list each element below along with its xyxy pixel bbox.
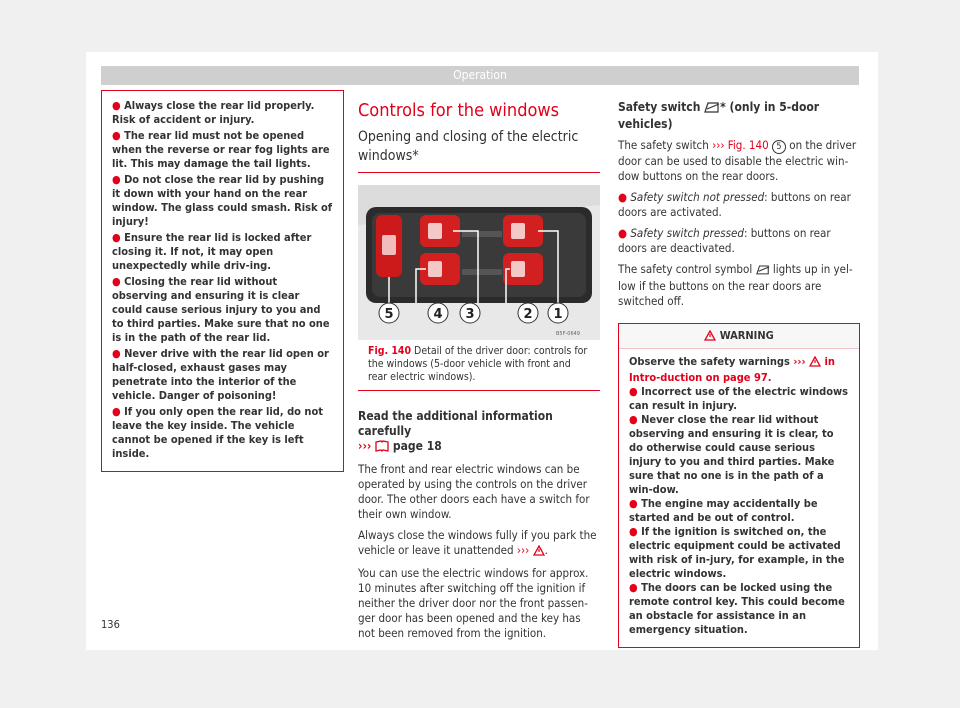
- warning-text: The rear lid must not be opened when the reverse or rear fog lights are lit. This may damage the tail lights.: [112, 129, 330, 170]
- warning-item: ● Never close the rear lid without observing and ensuring it is clear, to do otherwise could cause serious injury to you and third parties. Make sure that no one is in the path of a win-dow.: [629, 413, 835, 496]
- warning-triangle-icon: [704, 326, 716, 350]
- warning-item: ● Ensure the rear lid is locked after closing it. If not, it may open unexpectedly while driv-ing.: [112, 231, 312, 272]
- warning-text: If the ignition is switched on, the electric equipment could be activated with risk of in-jury, for example, in the electric windows.: [629, 525, 845, 580]
- figure-code: B5F-0649: [555, 331, 580, 337]
- window-controls-figure: [358, 185, 600, 340]
- warning-text: Never close the rear lid without observing and ensuring it is clear, to do otherwise could cause serious injury to you and third parties. Make sure that no one is in the path of a win-dow.: [629, 413, 835, 496]
- warning-text: Always close the rear lid properly. Risk of accident or injury.: [112, 99, 315, 126]
- figure-link[interactable]: Fig. 140: [727, 138, 769, 152]
- read-more-heading: [358, 409, 600, 456]
- figure-caption: [368, 345, 590, 384]
- reference-arrow: ›››: [516, 543, 530, 557]
- warning-item: ● Never drive with the rear lid open or half-closed, exhaust gases may penetrate into the interior of the vehicle. Danger of poisoning!: [112, 347, 329, 402]
- caption-text: Detail of the driver door: controls for the windows (5-door vehicle with front and rear electric windows).: [368, 345, 588, 383]
- callout-5: 5: [384, 307, 394, 322]
- read-more-arrow: ›››: [358, 439, 372, 453]
- warning-triangle-icon: [809, 356, 821, 371]
- warning-title: [619, 324, 859, 349]
- warning-item: ● Closing the rear lid without observing and ensuring it is clear could cause serious injury to you and to third parties. Make sure that no one is in the path of the rear lid.: [112, 275, 330, 344]
- warning-item: ● The doors can be locked using the remote control key. This could become an obstacle for assistance in an emergency situation.: [629, 581, 845, 636]
- paragraph: [618, 262, 860, 309]
- callout-4: 4: [433, 307, 443, 322]
- warning-item: ● If you only open the rear lid, do not leave the key inside. The vehicle cannot be opened if the key is left inside.: [112, 405, 323, 460]
- read-more-text: Read the additional information carefully: [358, 409, 553, 438]
- bullet-text: : buttons on rear doors are deactivated.: [618, 226, 831, 255]
- paragraph: Always close the windows fully if you park the vehicle or leave it unattended ››› .: [358, 528, 600, 560]
- bullet-item: ● Safety switch not pressed: buttons on rear doors are activated.: [618, 190, 851, 219]
- bullet-item: ● Safety switch pressed: buttons on rear doors are deactivated.: [618, 226, 831, 255]
- paragraph-text: lights up in yel-low if the buttons on the rear doors are switched off.: [618, 262, 853, 308]
- book-icon: [375, 440, 389, 456]
- warning-text: Incorrect use of the electric windows can result in injury.: [629, 385, 849, 412]
- section-header: Operation: [101, 66, 859, 85]
- warning-text: Ensure the rear lid is locked after closing it. If not, it may open unexpectedly while driv-ing.: [112, 231, 312, 272]
- warning-item: ● The rear lid must not be opened when the reverse or rear fog lights are lit. This may damage the tail lights.: [112, 129, 330, 170]
- callout-badge: 5: [772, 140, 786, 154]
- warning-text: The doors can be locked using the remote control key. This could become an obstacle for assistance in an emergency situation.: [629, 581, 845, 636]
- callout-3: 3: [465, 307, 475, 322]
- warning-item: ● The engine may accidentally be started and be out of control.: [629, 497, 818, 524]
- section-subtitle: Opening and closing of the electric windows*: [358, 128, 600, 173]
- rear-lid-warning-box: [101, 90, 344, 472]
- warning-item: ● Do not close the rear lid by pushing it down with your hand on the rear window. The glass could smash. Risk of injury!: [112, 173, 333, 228]
- warning-body: [619, 349, 859, 647]
- warning-item: ● If the ignition is switched on, the electric equipment could be activated with risk of in-jury, for example, in the electric windows.: [629, 525, 845, 580]
- warning-text: Never drive with the rear lid open or half-closed, exhaust gases may penetrate into the interior of the vehicle. Danger of poisoning!: [112, 347, 329, 402]
- warning-intro: [629, 355, 849, 385]
- warning-text: Closing the rear lid without observing and ensuring it is clear could cause serious injury to you and to third parties. Make sure that no one is in the path of the rear lid.: [112, 275, 330, 344]
- warning-text: The engine may accidentally be started and be out of control.: [629, 497, 818, 524]
- reference-arrow: ›››: [712, 138, 725, 152]
- callout-1: 1: [553, 307, 563, 322]
- read-more-page-link[interactable]: page 18: [392, 439, 442, 453]
- callout-2: 2: [523, 307, 533, 322]
- right-column: [618, 100, 860, 648]
- bullet-term: Safety switch pressed: [630, 226, 744, 240]
- caption-divider: [358, 390, 600, 391]
- windows-warning-box: [618, 323, 860, 648]
- warning-triangle-icon: [533, 545, 545, 560]
- paragraph-text: on the driver door can be used to disable the electric win-dow buttons on the rear doors.: [618, 138, 857, 183]
- bullet-text: : buttons on rear doors are activated.: [618, 190, 851, 219]
- caption-label: Fig. 140: [368, 345, 412, 357]
- paragraph: [618, 138, 860, 184]
- warning-text: If you only open the rear lid, do not leave the key inside. The vehicle cannot be opened if the key is left inside.: [112, 405, 323, 460]
- warning-item: ● Always close the rear lid properly. Risk of accident or injury.: [112, 99, 315, 126]
- paragraph: You can use the electric windows for approx. 10 minutes after switching off the ignition if neither the driver door nor the front passen-ger door has been opened and the key has not been removed from the ignition.: [358, 566, 589, 640]
- warning-item: ● Incorrect use of the electric windows can result in injury.: [629, 385, 849, 412]
- paragraph-text: The safety switch: [618, 138, 709, 152]
- heading-text-suffix: * (only in 5-door vehicles): [618, 100, 820, 131]
- paragraph-text: The safety control symbol: [618, 262, 753, 276]
- reference-arrow: ›››: [793, 355, 806, 368]
- page-number: 136: [101, 618, 120, 631]
- heading-text: Safety switch: [618, 100, 701, 114]
- child-lock-window-icon: [704, 101, 720, 117]
- warning-intro-text: Observe the safety warnings: [629, 355, 790, 368]
- middle-column: [358, 100, 600, 647]
- door-switch-panel-illustration: [358, 185, 600, 340]
- bullet-term: Safety switch not pressed: [630, 190, 765, 204]
- intro-page-link[interactable]: in Intro-duction on page 97.: [629, 355, 835, 384]
- child-lock-window-icon: [756, 264, 770, 279]
- safety-switch-heading: [618, 100, 860, 132]
- warning-title-text: WARNING: [719, 329, 774, 342]
- warning-text: Do not close the rear lid by pushing it down with your hand on the rear window. The glass could smash. Risk of injury!: [112, 173, 333, 228]
- section-title: Controls for the windows: [358, 100, 560, 121]
- paragraph: The front and rear electric windows can be operated by using the controls on the driver door. The other doors each have a switch for their own window.: [358, 462, 590, 521]
- paragraph-text: Always close the windows fully if you park the vehicle or leave it unattended: [358, 528, 597, 557]
- left-column: [101, 90, 344, 472]
